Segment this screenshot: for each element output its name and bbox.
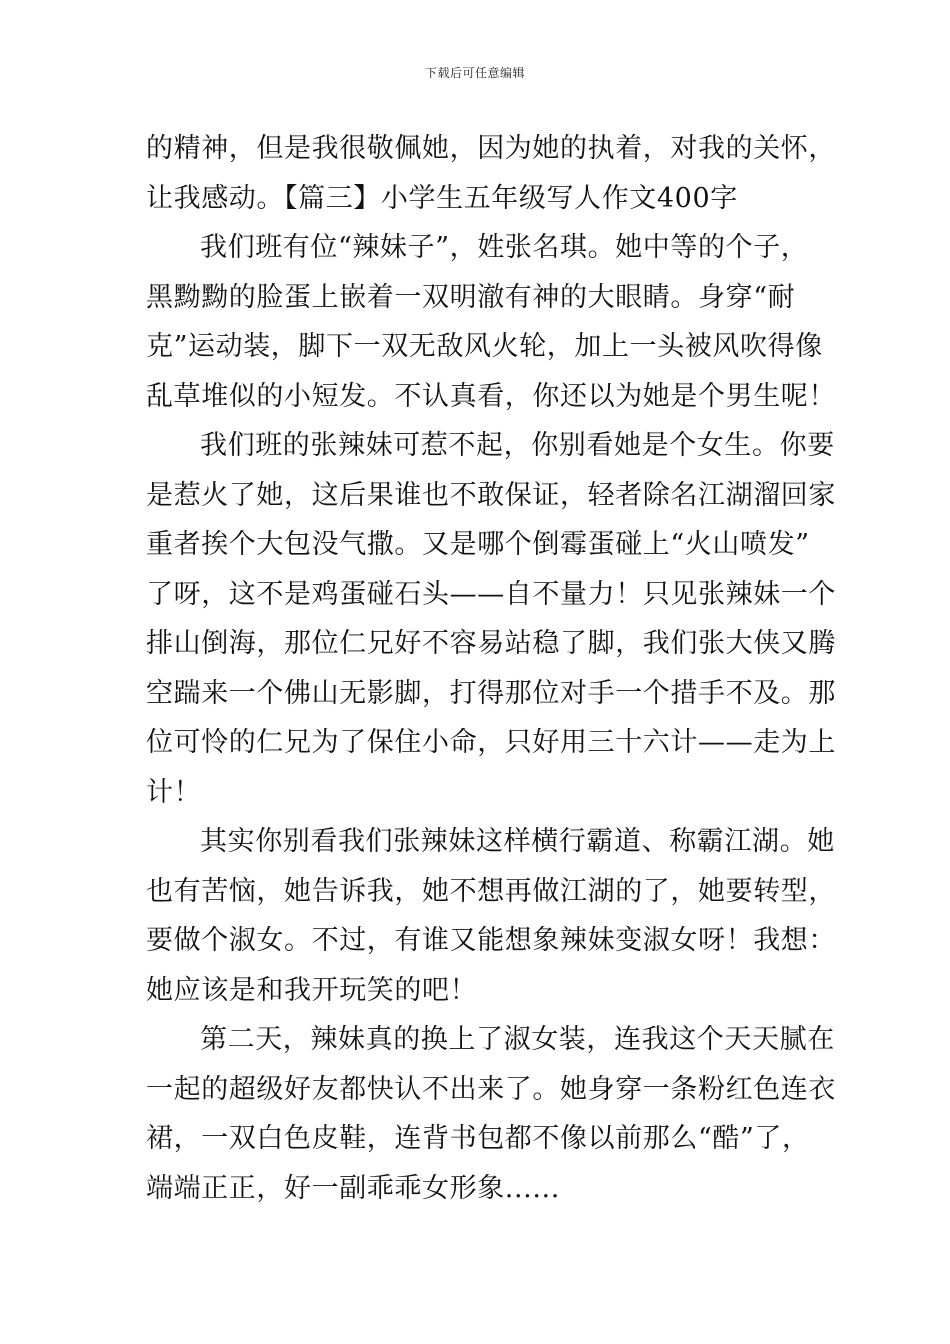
text-line: 是惹火了她，这后果谁也不敢保证，轻者除名江湖溜回家 xyxy=(146,479,836,511)
text-line: 端端正正，好一副乖乖女形象...... xyxy=(146,1172,560,1204)
text-line: 空踹来一个佛山无影脚，打得那位对手一个措手不及。那 xyxy=(146,677,836,709)
text-line: 一起的超级好友都快认不出来了。她身穿一条粉红色连衣 xyxy=(146,1073,836,1105)
text-line: 位可怜的仁兄为了保住小命，只好用三十六计——走为上 xyxy=(146,727,836,758)
text-line: 乱草堆似的小短发。不认真看，你还以为她是个男生呢！ xyxy=(146,380,836,412)
text-line: 排山倒海，那位仁兄好不容易站稳了脚，我们张大侠又腾 xyxy=(146,628,836,659)
paragraph-start-line: 我们班有位“辣妹子”，姓张名琪。她中等的个子， xyxy=(200,232,809,263)
text-line: 重者挨个大包没气撒。又是哪个倒霉蛋碰上“火山喷发” xyxy=(146,529,810,560)
text-line: 她应该是和我开玩笑的吧！ xyxy=(146,974,478,1006)
article-body xyxy=(146,124,836,1213)
text-line: 裙，一双白色皮鞋，连背书包都不像以前那么“酷”了， xyxy=(146,1123,810,1154)
text-line: 了呀，这不是鸡蛋碰石头——自不量力！只见张辣妹一个 xyxy=(146,578,836,610)
paragraph-start-line: 我们班的张辣妹可惹不起，你别看她是个女生。你要 xyxy=(200,430,835,461)
page-header: 下载后可任意编辑 xyxy=(424,66,525,80)
paragraph-start-line: 其实你别看我们张辣妹这样横行霸道、称霸江湖。她 xyxy=(200,826,835,857)
text-line: 要做个淑女。不过，有谁又能想象辣妹变淑女呀！我想： xyxy=(146,925,836,956)
text-line: 黑黝黝的脸蛋上嵌着一双明澈有神的大眼睛。身穿“耐 xyxy=(146,281,796,313)
paragraph-start-line: 第二天，辣妹真的换上了淑女装，连我这个天天腻在 xyxy=(200,1024,835,1055)
text-line: 让我感动。【篇三】小学生五年级写人作文400字 xyxy=(146,182,738,214)
text-line: 也有苦恼，她告诉我，她不想再做江湖的了，她要转型， xyxy=(146,875,836,907)
text-line: 的精神，但是我很敬佩她，因为她的执着，对我的关怀， xyxy=(146,133,836,164)
text-line: 计！ xyxy=(146,776,202,808)
text-line: 克”运动装，脚下一双无敌风火轮，加上一头被风吹得像 xyxy=(146,331,823,362)
